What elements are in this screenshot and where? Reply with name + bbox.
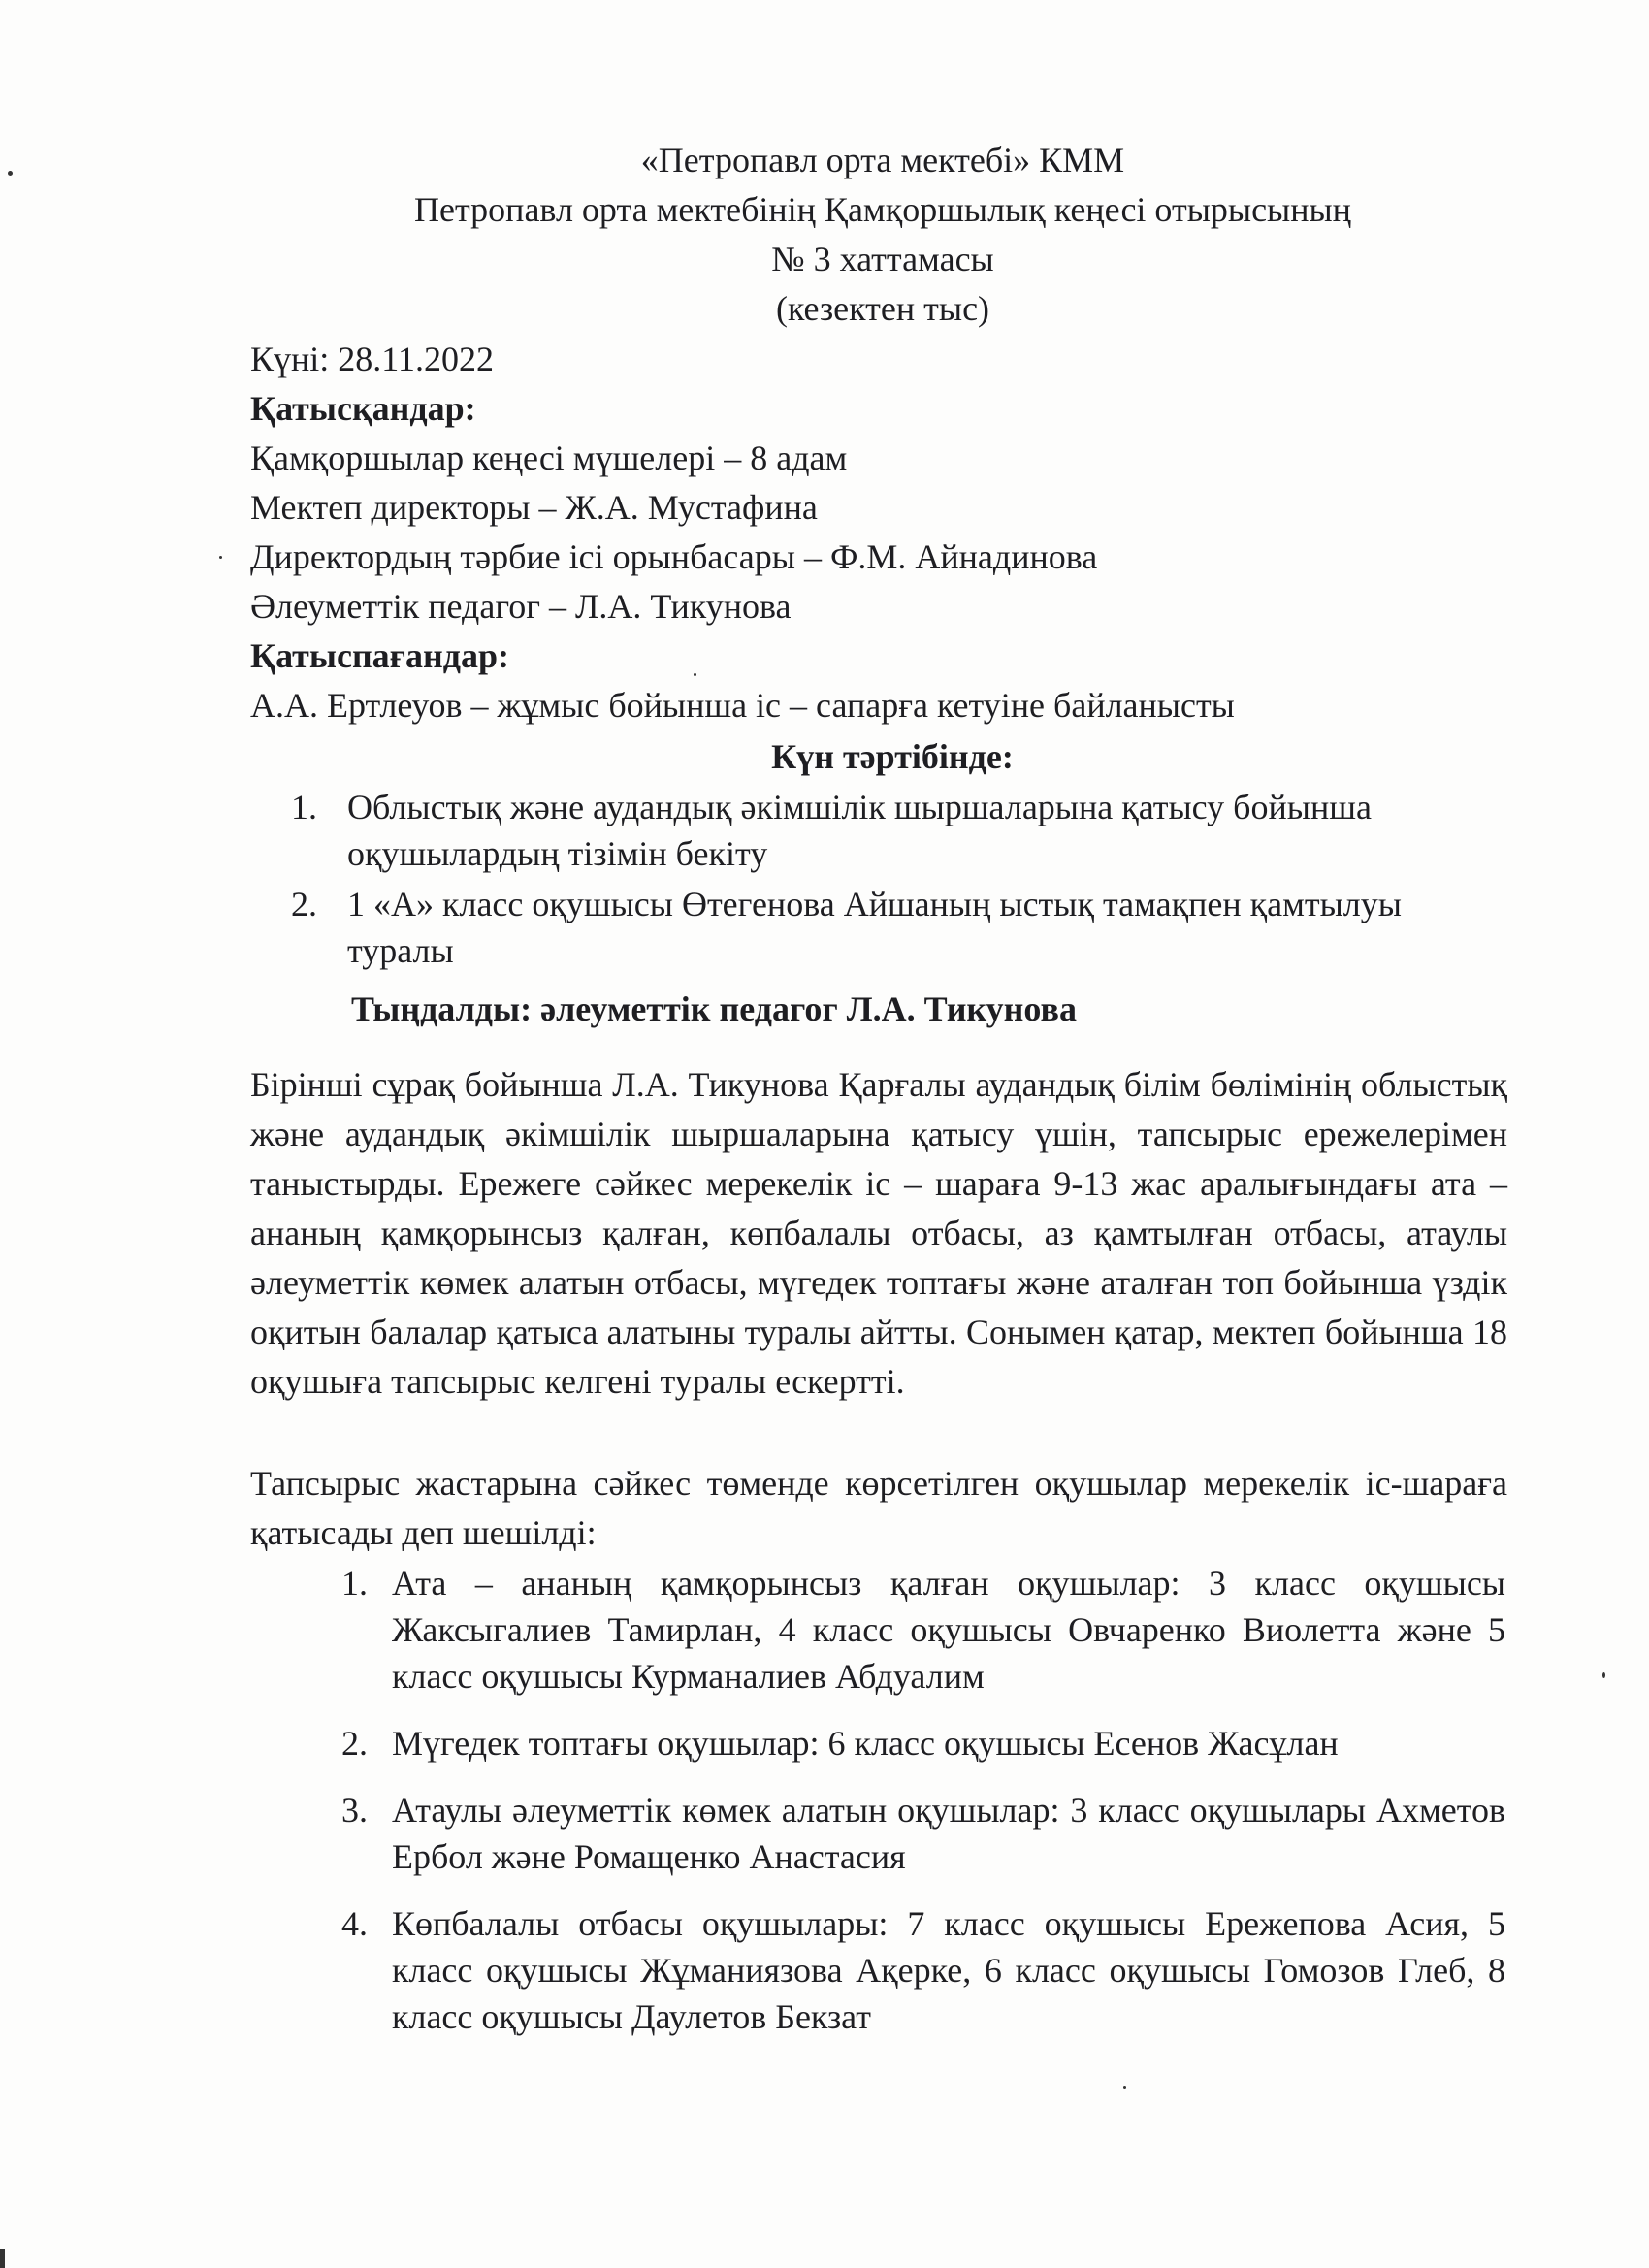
paragraph-decision: Тапсырыс жастарына сәйкес төменде көрсетілген оқушылар мерекелік іс-шараға қатысады деп шешілді: <box>250 1464 1507 1552</box>
agenda-list <box>291 784 1513 978</box>
absent-label: Қатыспағандар: <box>250 636 509 675</box>
present-item: Директордың тәрбие ісі орынбасары – Ф.М. Айнадинова <box>250 537 1098 576</box>
decision-item <box>341 1720 1505 1766</box>
present-label: Қатысқандар: <box>250 389 476 428</box>
decision-item-text: Мүгедек топтағы оқушылар: 6 класс оқушысы Есенов Жасұлан <box>392 1724 1339 1763</box>
agenda-item-number: 1. <box>291 788 317 826</box>
scan-speck <box>1602 1672 1605 1678</box>
decision-item-text: Ата – ананың қамқорынсыз қалған оқушылар: 3 класс оқушысы Жаксыгалиев Тамирлан, 4 класс оқушысы Овчаренко Виолетта және 5 класс оқушысы Курманалиев Абдуалим <box>392 1564 1505 1696</box>
header-protocol-number: № 3 хаттамасы <box>771 240 994 278</box>
decision-item-number: 2. <box>341 1724 368 1763</box>
present-item: Мектеп директоры – Ж.А. Мустафина <box>250 488 818 527</box>
decision-item <box>341 1787 1505 1880</box>
decision-item <box>341 1900 1505 2040</box>
present-item: Қамқоршылар кеңесі мүшелері – 8 адам <box>250 438 848 477</box>
agenda-item-text: Облыстық және аудандық әкімшілік шыршаларына қатысу бойынша оқушылардың тізімін бекіту <box>347 788 1372 873</box>
scan-speck <box>219 556 222 559</box>
decision-item-text: Көпбалалы отбасы оқушылары: 7 класс оқушысы Ережепова Асия, 5 класс оқушысы Жұманиязова Ақерке, 6 класс оқушысы Гомозов Глеб, 8 класс оқушысы Даулетов Бекзат <box>392 1904 1505 2036</box>
scan-speck <box>1123 2086 1126 2089</box>
paragraph-first-question: Бірінші сұрақ бойынша Л.А. Тикунова Қарғалы аудандық білім бөлімінің облыстық және аудандық әкімшілік шыршаларына қатысу үшін, тапсырыс ережелерімен таныстырды. Ережеге сәйкес мерекелік іс – шараға 9-13 жас аралығындағы ата – ананың қамқорынсыз қалған, көпбалалы отбасы, аз қамтылған отбасы, атаулы әлеуметтік көмек алатын отбасы, мүгедек топтағы және аталған топ бойынша үздік оқитын балалар қатыса алатыны туралы айтты. Сонымен қатар, мектеп бойынша 18 оқушыға тапсырыс келгені туралы ескертті. <box>250 1065 1507 1401</box>
document-header <box>0 136 1649 334</box>
header-council: Петропавл орта мектебінің Қамқоршылық кеңесі отырысының <box>414 190 1351 229</box>
heard-speaker: Тыңдалды: әлеуметтік педагог Л.А. Тикунова <box>351 989 1077 1028</box>
agenda-item <box>291 881 1513 974</box>
meeting-date: Күні: 28.11.2022 <box>250 340 494 378</box>
absent-item: А.А. Ертлеуов – жұмыс бойынша іс – сапарға кетуіне байланысты <box>250 686 1235 725</box>
decision-item-number: 3. <box>341 1791 368 1830</box>
scan-speck <box>0 2249 5 2268</box>
agenda-item <box>291 784 1513 877</box>
header-organization: «Петропавл орта мектебі» КММ <box>640 141 1125 179</box>
decision-list <box>341 1560 1505 2060</box>
meeting-meta <box>250 335 1511 730</box>
decision-item <box>341 1560 1505 1700</box>
agenda-item-number: 2. <box>291 885 317 923</box>
decision-item-text: Атаулы әлеуметтік көмек алатын оқушылар: 3 класс оқушылары Ахметов Ербол және Ромащенко Анастасия <box>392 1791 1505 1876</box>
decision-item-number: 4. <box>341 1904 368 1943</box>
decision-item-number: 1. <box>341 1564 368 1603</box>
present-item: Әлеуметтік педагог – Л.А. Тикунова <box>250 587 792 626</box>
agenda-item-text: 1 «А» класс оқушысы Өтегенова Айшаның ыстық тамақпен қамтылуы туралы <box>347 885 1402 970</box>
header-extraordinary: (кезектен тыс) <box>775 289 990 328</box>
agenda-title: Күн тәртібінде: <box>771 737 1014 776</box>
